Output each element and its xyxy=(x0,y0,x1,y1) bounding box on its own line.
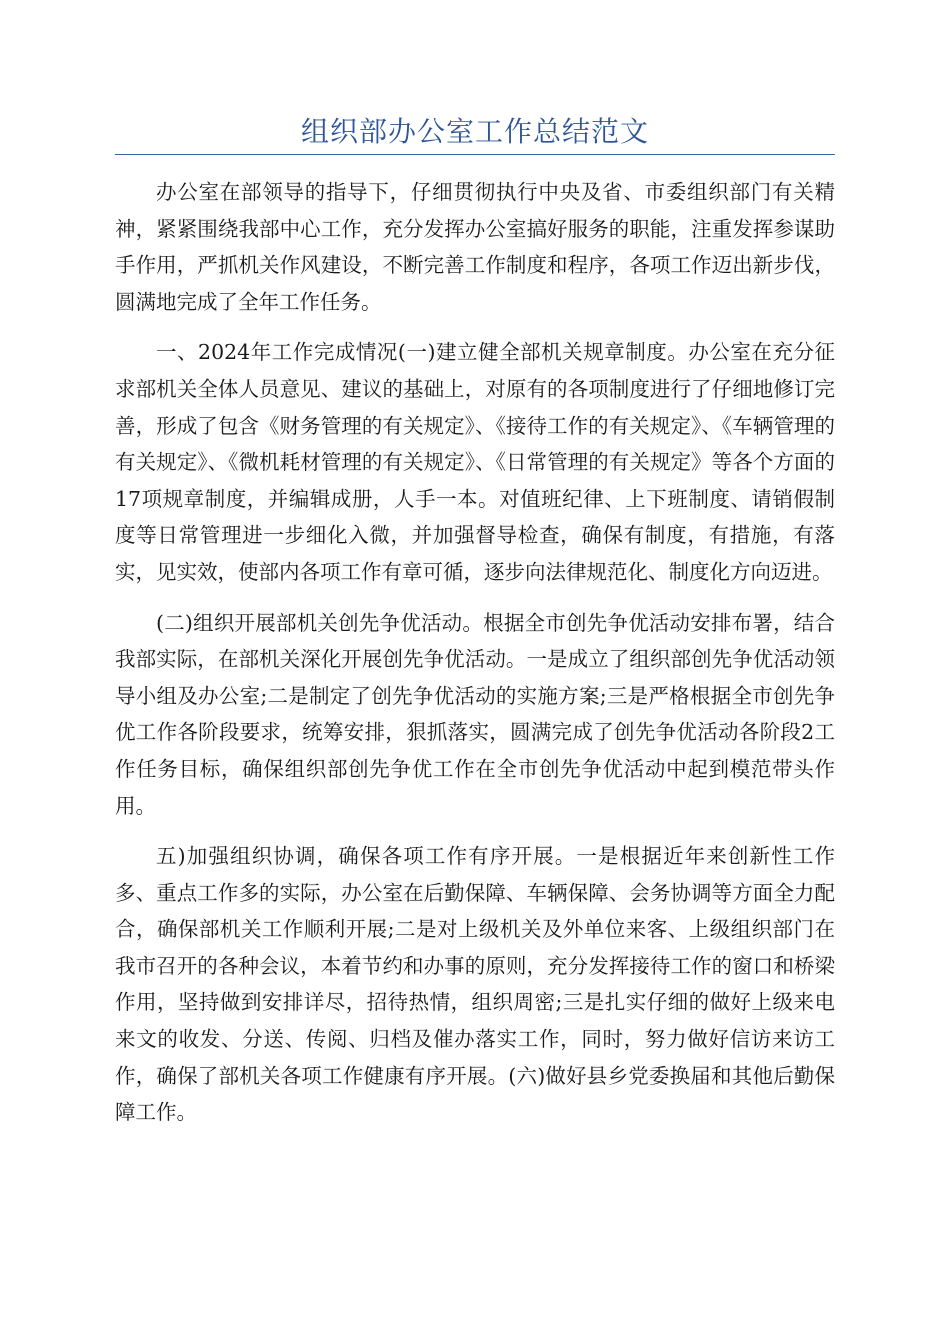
document-body xyxy=(115,174,835,1145)
document-title: 组织部办公室工作总结范文 xyxy=(300,115,649,148)
paragraph-section-one: 一、2024年工作完成情况(一)建立健全部机关规章制度。办公室在充分征求部机关全体人员意见、建议的基础上，对原有的各项制度进行了仔细地修订完善，形成了包含《财务管理的有关规定》、《接待工作的有关规定》、《车辆管理的有关规定》、《微机耗材管理的有关规定》、《日常管理的有关规定》等各个方面的17项规章制度，并编辑成册，人手一本。对值班纪律、上下班制度、请销假制度等日常管理进一步细化入微，并加强督导检查，确保有制度，有措施，有落实，见实效，使部内各项工作有章可循，逐步向法律规范化、制度化方向迈进。 xyxy=(115,340,835,584)
paragraph-section-five: 五)加强组织协调，确保各项工作有序开展。一是根据近年来创新性工作多、重点工作多的实际，办公室在后勤保障、车辆保障、会务协调等方面全力配合，确保部机关工作顺利开展;二是对上级机关及外单位来客、上级组织部门在我市召开的各种会议，本着节约和办事的原则，充分发挥接待工作的窗口和桥梁作用，坚持做到安排详尽，招待热情，组织周密;三是扎实仔细的做好上级来电来文的收发、分送、传阅、归档及催办落实工作，同时，努力做好信访来访工作，确保了部机关各项工作健康有序开展。(六)做好县乡党委换届和其他后勤保障工作。 xyxy=(115,844,835,1125)
paragraph-section-two: (二)组织开展部机关创先争优活动。根据全市创先争优活动安排布署，结合我部实际，在部机关深化开展创先争优活动。一是成立了组织部创先争优活动领导小组及办公室;二是制定了创先争优活动的实施方案;三是严格根据全市创先争优工作各阶段要求，统筹安排，狠抓落实，圆满完成了创先争优活动各阶段2工作任务目标，确保组织部创先争优工作在全市创先争优活动中起到模范带头作用。 xyxy=(115,610,835,818)
title-underline xyxy=(115,154,835,155)
paragraph-intro: 办公室在部领导的指导下，仔细贯彻执行中央及省、市委组织部门有关精神，紧紧围绕我部中心工作，充分发挥办公室搞好服务的职能，注重发挥参谋助手作用，严抓机关作风建设，不断完善工作制度和程序，各项工作迈出新步伐，圆满地完成了全年工作任务。 xyxy=(115,180,835,314)
